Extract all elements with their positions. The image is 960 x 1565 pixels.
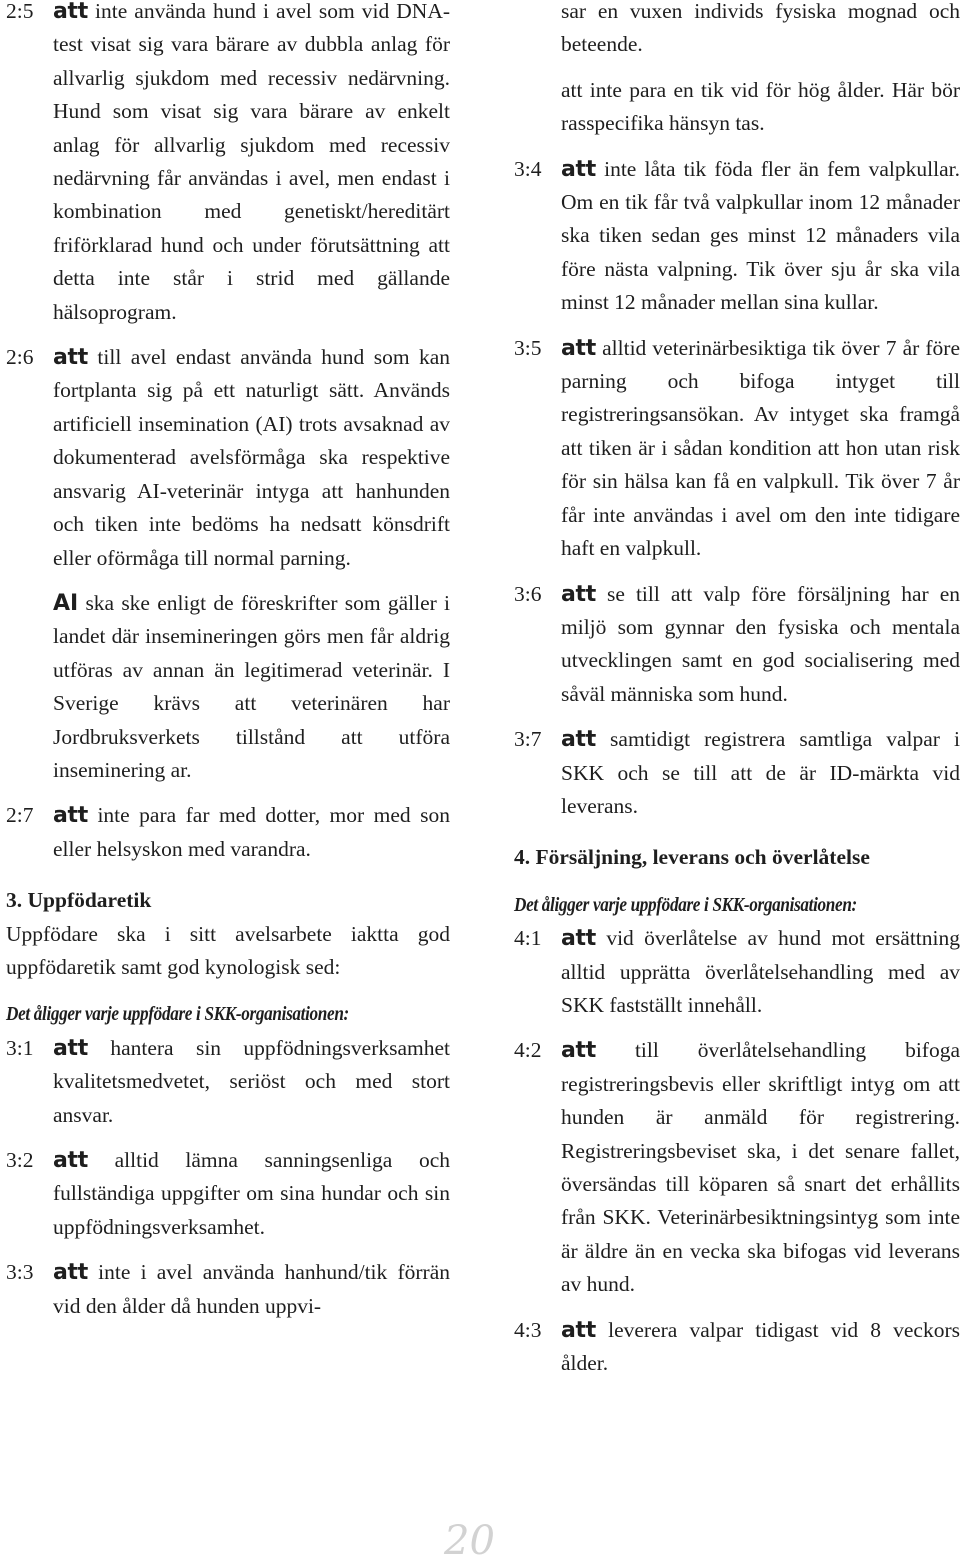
rule-number: 3:4 [514, 156, 542, 181]
rule-text: till överlåtelsehandling bifoga registreringsbevis eller skriftligt intyg om att hunden är anmäld för registrering. Registreringsbeviset ska, i det senare fallet, översändas till köparen så snart det erhållits från SKK. Veterinärbesiktningsintyg som inte är äldre än en vecka ska bifogas vid leverans av hund. [561, 1038, 960, 1297]
right-column [514, 0, 960, 1392]
att-keyword: att [53, 1260, 88, 1286]
att-keyword: att [53, 1148, 88, 1173]
rule-3-2 [6, 1144, 450, 1244]
att-keyword: att [561, 156, 596, 182]
section-4-heading: 4. Försäljning, leverans och överlåtelse [514, 845, 870, 870]
rule-3-1 [6, 1032, 450, 1132]
rule-text: leverera valpar tidigast vid 8 veckors ålder. [561, 1317, 960, 1376]
rule-text: inte låta tik föda fler än fem valpkullar. Om en tik får två valpkullar inom 12 månader ska tiken sedan ges minst 12 månaders vila före nästa valpning. Tik över sju år ska vila minst 12 månader mellan sina kullar. [561, 156, 960, 315]
rule-text: samtidigt registrera samtliga valpar i SKK och se till att de är ID-märkta vid leverans. [561, 727, 960, 818]
rule-number: 4:2 [514, 1038, 542, 1063]
rule-text: inte använda hund i avel som vid DNA-test visat sig vara bärare av dubbla anlag för allvarlig sjukdom med recessiv nedärvning. Hund som visat sig vara bärare av enkelt anlag för allvarlig sjukdom med recessiv nedärvning får användas i avel, men endast i kombination med genetiskt/hereditärt friförklarad hund och under förutsättning att detta inte står i strid med gällande hälsoprogram. [53, 0, 451, 324]
rule-3-7 [514, 723, 960, 823]
rule-2-5 [6, 0, 450, 329]
rule-number: 4:1 [514, 926, 542, 951]
rule-2-6 [6, 341, 450, 575]
rule-text: alltid lämna sanningsenliga och fullständiga uppgifter om sina hundar och sin uppfödningsverksamhet. [53, 1148, 451, 1239]
rule-4-3 [514, 1314, 960, 1381]
rule-text: se till att valp före försäljning har en miljö som gynnar den fysiska och mentala utvecklingen samt en god socialisering med såväl människa som hund. [561, 581, 960, 706]
att-keyword: att [561, 727, 596, 753]
ai-keyword: AI [53, 590, 79, 616]
rule-text: alltid veterinärbesiktiga tik över 7 år före parning och bifoga intyget till registreringsansökan. Av intyget ska framgå att tiken är i sådan kondition att hon utan risk för sin hälsa kan få en valpkull. Tik över 7 år får inte användas i avel om den inte tidigare haft en valpkull. [561, 335, 960, 561]
rule-number: 3:6 [514, 581, 542, 606]
ai-paragraph [53, 587, 450, 787]
page-number: 20 [444, 1518, 495, 1564]
rule-3-3 [6, 1256, 450, 1323]
section-3-subheading: Det åligger varje uppfödare i SKK-organisationen: [6, 1003, 349, 1026]
section-3-heading: 3. Uppfödaretik [6, 888, 152, 913]
rule-3-3-continuation: sar en vuxen individs fysiska mognad och beteende. [561, 0, 960, 57]
rule-number: 2:7 [6, 803, 34, 828]
rule-number: 2:5 [6, 0, 34, 23]
att-keyword: att [561, 1317, 596, 1343]
att-keyword: att [53, 345, 88, 371]
rule-number: 3:3 [6, 1260, 34, 1285]
rule-number: 3:2 [6, 1148, 34, 1172]
rule-3-4 [514, 153, 960, 320]
rule-4-2 [514, 1034, 960, 1301]
att-keyword: att [53, 1035, 88, 1061]
att-keyword: att [561, 581, 596, 607]
section-3-intro: Uppfödare ska i sitt avelsarbete iaktta god uppfödaretik samt god kynologisk sed: [6, 921, 450, 979]
rule-3-6 [514, 578, 960, 712]
att-keyword: att [561, 1038, 596, 1064]
rule-text: vid överlåtelse av hund mot ersättning alltid upprätta överlåtelsehandling med av SKK fastställt innehåll. [561, 926, 960, 1017]
rule-4-1 [514, 922, 960, 1022]
rule-number: 4:3 [514, 1317, 542, 1342]
att-keyword: att [561, 926, 596, 952]
rule-3-5 [514, 332, 960, 566]
section-4-subheading: Det åligger varje uppfödare i SKK-organisationen: [514, 893, 857, 916]
att-keyword: att [53, 0, 88, 24]
left-column [6, 0, 450, 1335]
att-keyword: att [561, 335, 596, 361]
rule-number: 3:7 [514, 727, 542, 752]
rule-number: 3:5 [514, 335, 542, 360]
rule-text: hantera sin uppfödningsverksamhet kvalitetsmedvetet, seriöst och med stort ansvar. [53, 1035, 451, 1127]
rule-text: inte para far med dotter, mor med son eller helsyskon med varandra. [53, 803, 450, 861]
rule-text: inte i avel använda hanhund/tik förrän vid den ålder då hunden uppvi- [53, 1260, 450, 1318]
rule-3-3-continuation-note: att inte para en tik vid för hög ålder. Här bör rasspecifika hänsyn tas. [561, 77, 960, 136]
rule-text: till avel endast använda hund som kan fortplanta sig på ett naturligt sätt. Används artificiell insemination (AI) trots avsaknad av dokumenterad avelsförmåga ska respektive ansvarig AI-veterinär intyga att hanhunden och tiken inte bedöms ha nedsatt könsdrift eller oförmåga till normal parning. [53, 345, 451, 570]
rule-number: 3:1 [6, 1035, 34, 1060]
ai-paragraph-text: ska ske enligt de föreskrifter som gäller i landet där insemineringen görs men får aldrig utföras av annan än legitimerad veterinär. I Sverige krävs att veterinären har Jordbruksverkets tillstånd att utföra inseminering ar. [53, 590, 450, 782]
att-keyword: att [53, 803, 88, 829]
rule-2-7 [6, 799, 450, 866]
rule-number: 2:6 [6, 345, 34, 370]
